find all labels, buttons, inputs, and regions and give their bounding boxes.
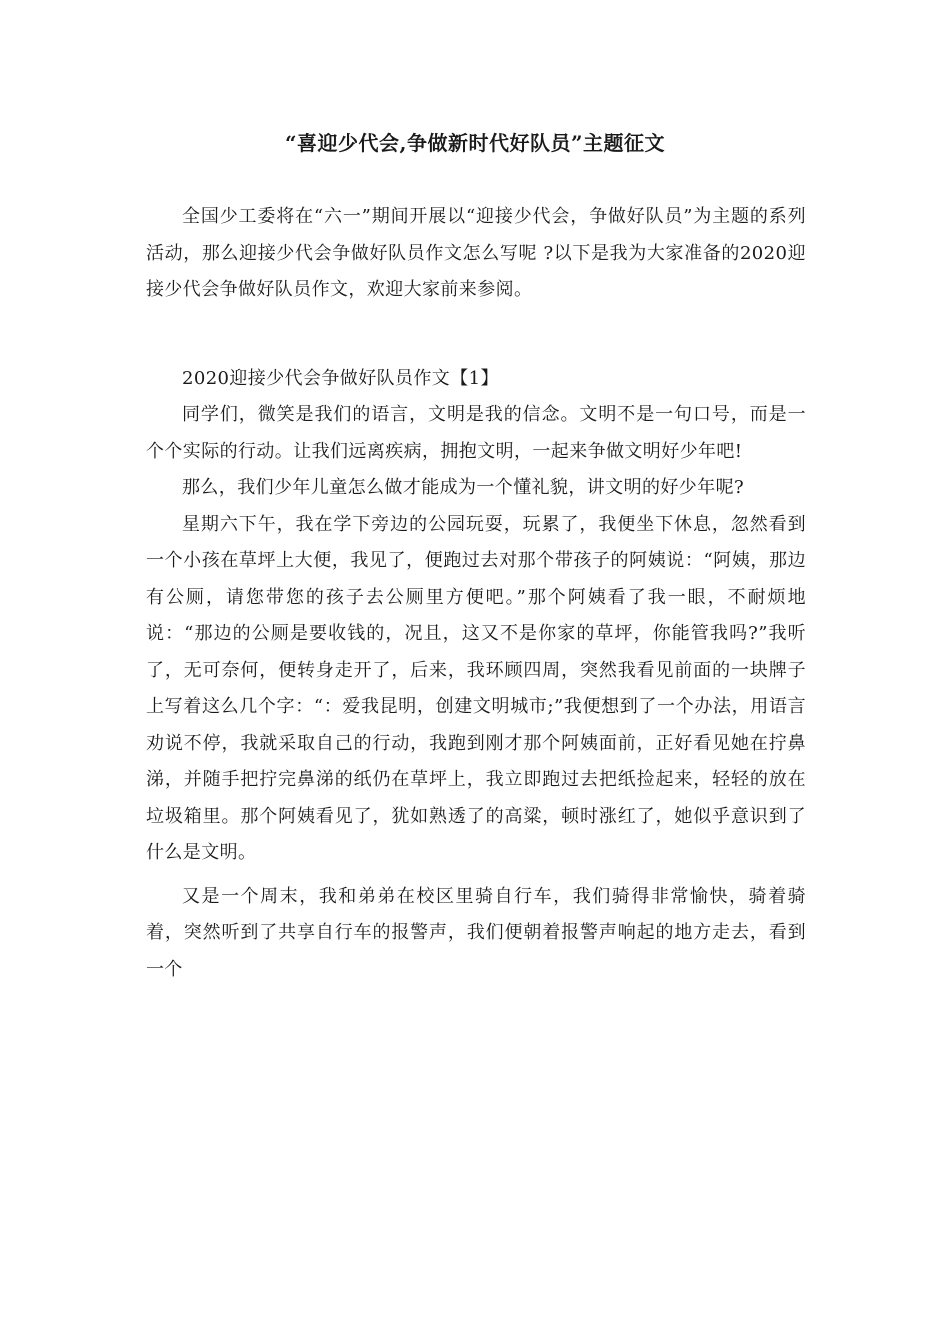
paragraph-3: 星期六下午，我在学下旁边的公园玩耍，玩累了，我便坐下休息，忽然看到一个小孩在草坪上大便，我见了，便跑过去对那个带孩子的阿姨说：“阿姨，那边有公厕，请您带您的孩子去公厕里方便吧。”那个阿姨看了我一眼，不耐烦地说：“那边的公厕是要收钱的，况且，这又不是你家的草坪，你能管我吗?”我听了，无可奈何，便转身走开了，后来，我环顾四周，突然我看见前面的一块牌子上写着这么几个字：“：爱我昆明，创建文明城市;”我便想到了一个办法，用语言劝说不停，我就采取自己的行动，我跑到刚才那个阿姨面前，正好看见她在拧鼻涕，并随手把拧完鼻涕的纸仍在草坪上，我立即跑过去把纸捡起来，轻轻的放在垃圾箱里。那个阿姨看见了，犹如熟透了的高粱，顿时涨红了，她似乎意识到了什么是文明。 [146,513,806,863]
intro-paragraph: 全国少工委将在“六一”期间开展以“迎接少代会，争做好队员”为主题的系列活动，那么迎接少代会争做好队员作文怎么写呢 ?以下是我为大家准备的2020迎接少代会争做好队员作文，欢迎大家前来参阅。 [146,206,806,300]
section-heading: 2020迎接少代会争做好队员作文【1】 [182,367,499,389]
paragraph-1: 同学们，微笑是我们的语言，文明是我的信念。文明不是一句口号，而是一个个实际的行动。让我们远离疾病，拥抱文明，一起来争做文明好少年吧! [146,404,806,462]
document-body [146,199,806,988]
document-title: “喜迎少代会,争做新时代好队员”主题征文 [285,131,665,155]
spacer [146,872,806,879]
paragraph-2: 那么，我们少年儿童怎么做才能成为一个懂礼貌，讲文明的好少年呢? [182,477,745,498]
paragraph-4: 又是一个周末，我和弟弟在校区里骑自行车，我们骑得非常愉快，骑着骑着，突然听到了共享自行车的报警声，我们便朝着报警声响起的地方走去，看到一个 [146,885,806,980]
spacer [146,309,806,361]
